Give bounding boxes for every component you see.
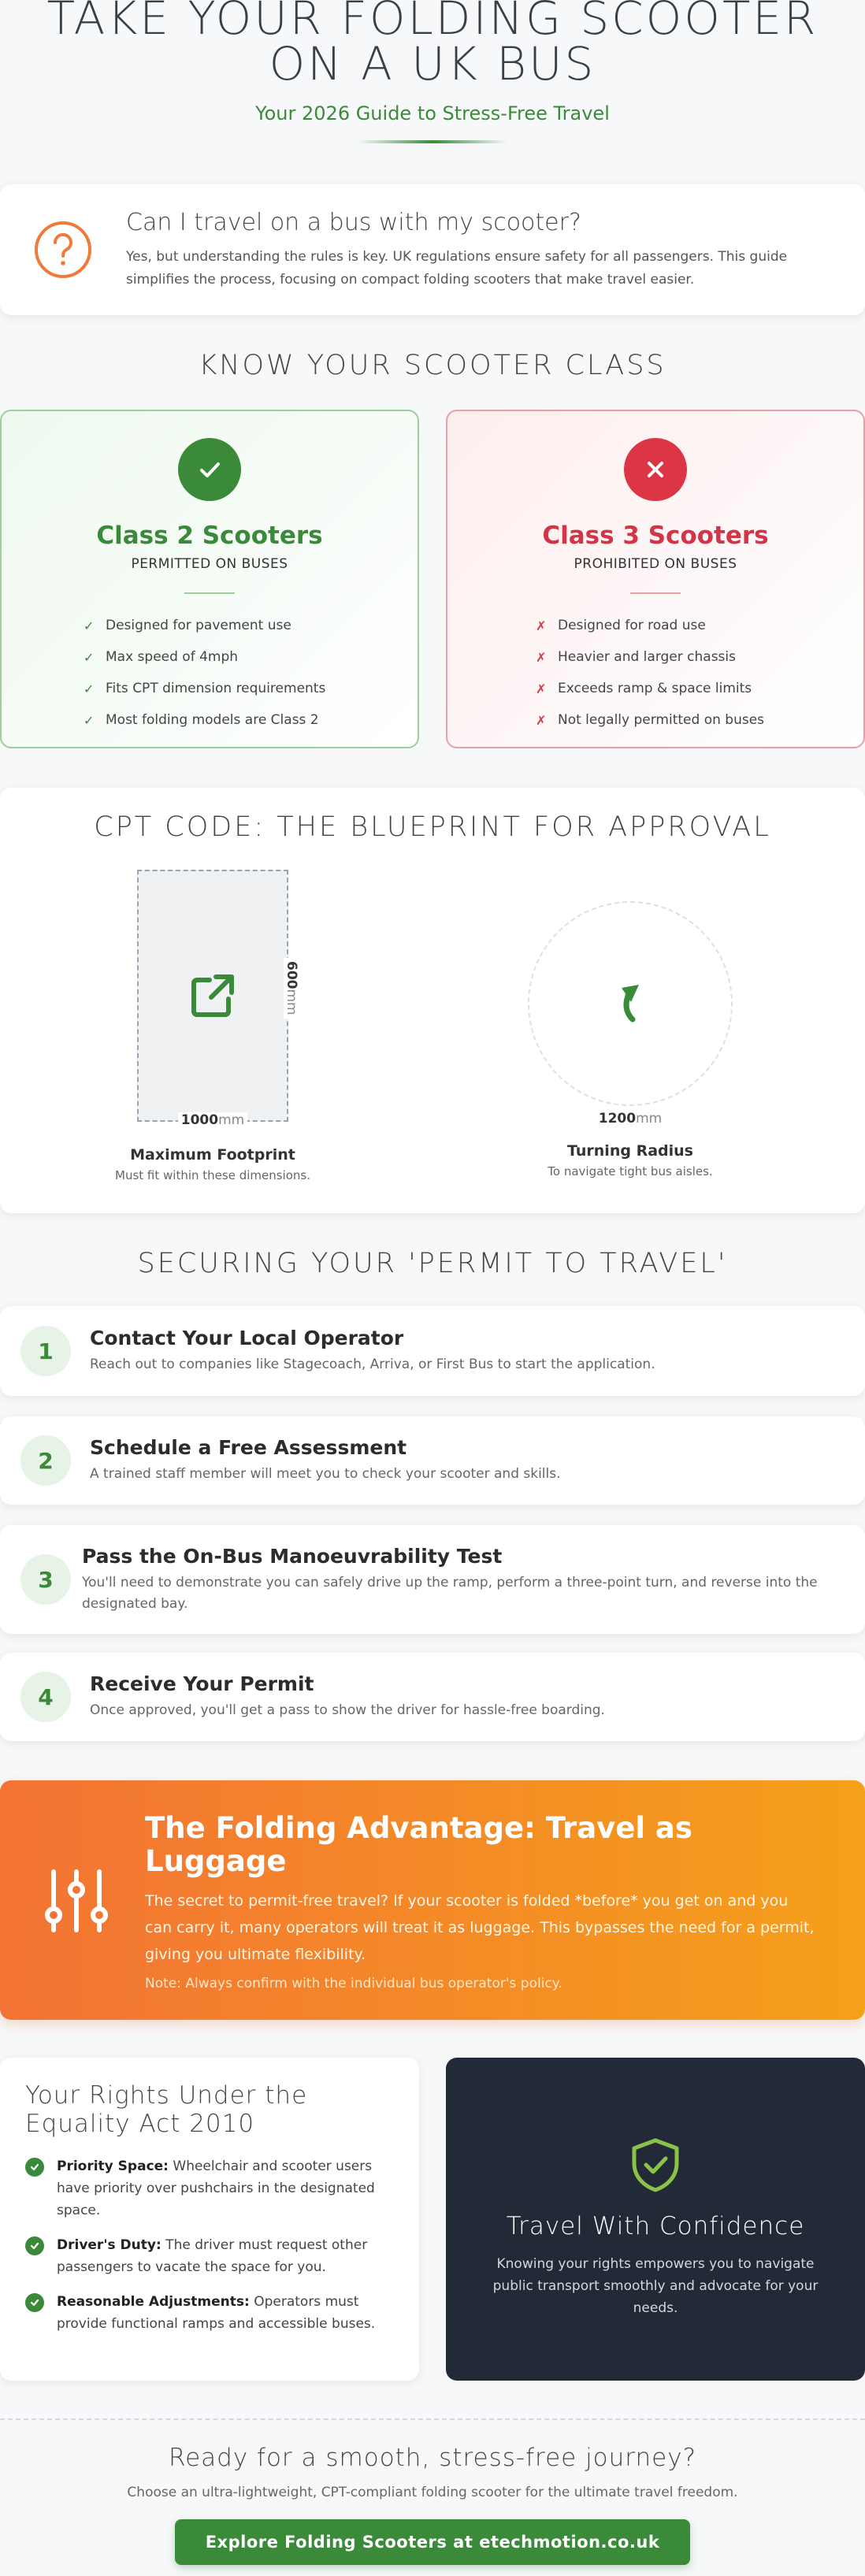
- right-label: Driver's Duty:: [57, 2237, 161, 2253]
- cpt-card: [0, 788, 865, 1213]
- rights-list: [25, 2155, 394, 2335]
- right-text: [57, 2234, 394, 2278]
- hero-title-line1: TAKE YOUR FOLDING SCOOTER: [46, 0, 819, 45]
- step-title: Schedule a Free Assessment: [90, 1436, 407, 1459]
- hero-title: [0, 0, 865, 91]
- class2-feature: Max speed of 4mph: [106, 649, 239, 665]
- list-item: [84, 673, 418, 704]
- list-item: [536, 641, 863, 673]
- cta-title: Ready for a smooth, stress-free journey?: [168, 2444, 697, 2472]
- class3-divider: [630, 592, 681, 594]
- class3-feature: Designed for road use: [558, 618, 706, 633]
- intro-title: Can I travel on a bus with my scooter?: [126, 208, 581, 236]
- check-circle-icon: [25, 2236, 44, 2255]
- step-title: Pass the On-Bus Manoeuvrability Test: [82, 1544, 503, 1568]
- right-label: Priority Space:: [57, 2158, 169, 2174]
- list-item: [25, 2155, 394, 2222]
- x-mark-icon: ✗: [536, 681, 547, 696]
- confidence-text: Knowing your rights empowers you to navigate public transport smoothly and advocate for your needs.: [492, 2256, 819, 2316]
- class2-card: [0, 410, 419, 748]
- step-text: Once approved, you'll get a pass to show the driver for hassle-free boarding.: [90, 1702, 605, 1718]
- footprint-width-label: [137, 1112, 288, 1128]
- expand-icon: [189, 972, 236, 1023]
- right-description: The driver must request other passengers to vacate the space for you.: [57, 2237, 368, 2275]
- class2-name: Class 2 Scooters: [96, 522, 323, 550]
- x-mark-icon: ✗: [536, 649, 547, 665]
- hero-subtitle: Your 2026 Guide to Stress-Free Travel: [255, 102, 610, 124]
- intro-text: Yes, but understanding the rules is key. UK regulations ensure safety for all passengers. This guide simplifies the process, focusing on compact folding scooters that make travel easier.: [126, 248, 788, 288]
- class3-feature: Exceeds ramp & space limits: [558, 681, 752, 696]
- step-card-4: [0, 1653, 865, 1741]
- footprint-unit: mm: [218, 1112, 245, 1128]
- classes-section-title: KNOW YOUR SCOOTER CLASS: [199, 350, 666, 381]
- right-description: Wheelchair and scooter users have priority over pushchairs in the designated space.: [57, 2158, 375, 2218]
- check-icon: [178, 438, 241, 501]
- cta-subtitle: Choose an ultra-lightweight, CPT-compliant folding scooter for the ultimate travel freedom.: [127, 2485, 738, 2500]
- shield-check-icon: [446, 2136, 865, 2196]
- footprint-diagram: [137, 870, 288, 1122]
- step-title: Contact Your Local Operator: [90, 1327, 404, 1349]
- footer-divider: [0, 2418, 865, 2420]
- advantage-title: The Folding Advantage: Travel as Luggage: [145, 1811, 692, 1878]
- hero-title-line2: ON A UK BUS: [269, 37, 596, 91]
- turning-caption: [512, 1142, 748, 1179]
- footprint-height-value: 600: [284, 961, 299, 989]
- class2-feature: Most folding models are Class 2: [106, 712, 319, 728]
- class3-feature: Heavier and larger chassis: [558, 649, 736, 665]
- list-item: [25, 2234, 394, 2278]
- check-circle-icon: [25, 2293, 44, 2312]
- step-card-2: [0, 1416, 865, 1505]
- footprint-text: Must fit within these dimensions.: [115, 1168, 310, 1182]
- turning-text: To navigate tight bus aisles.: [548, 1164, 713, 1179]
- step-number: 3: [20, 1554, 71, 1605]
- list-item: [536, 610, 863, 641]
- right-text: [57, 2155, 394, 2222]
- advantage-note: Note: Always confirm with the individual bus operator's policy.: [145, 1976, 562, 1991]
- step-content: [82, 1545, 845, 1615]
- step-text: You'll need to demonstrate you can safely drive up the ramp, perform a three-point turn, and reverse into the designated bay.: [82, 1574, 818, 1612]
- footprint-width-value: 1000: [180, 1112, 219, 1128]
- list-item: [536, 673, 863, 704]
- right-text: [57, 2291, 394, 2335]
- question-circle-icon: [32, 218, 95, 281]
- check-circle-icon: [25, 2158, 44, 2177]
- step-number: 2: [20, 1435, 71, 1486]
- step-text: A trained staff member will meet you to check your scooter and skills.: [90, 1466, 561, 1482]
- rights-title: Your Rights Under the Equality Act 2010: [25, 2081, 308, 2138]
- step-content: [90, 1327, 655, 1375]
- class3-status: PROHIBITED ON BUSES: [574, 556, 737, 572]
- checkmark-icon: ✓: [84, 681, 95, 696]
- step-content: [90, 1436, 561, 1485]
- right-description: Operators must provide functional ramps and accessible buses.: [57, 2294, 376, 2332]
- sliders-icon: [43, 1867, 110, 1938]
- right-label: Reasonable Adjustments:: [57, 2294, 250, 2310]
- class3-feature-list: [447, 610, 863, 736]
- class3-name: Class 3 Scooters: [542, 522, 769, 550]
- hero-divider: [358, 140, 507, 143]
- class2-status: PERMITTED ON BUSES: [131, 556, 288, 572]
- step-card-3: [0, 1525, 865, 1634]
- turning-unit: mm: [636, 1111, 663, 1127]
- advantage-text: The secret to permit-free travel? If your scooter is folded *before* you get on and you can carry it, many operators will treat it as luggage. This bypasses the need for a permit, giving you ultimate flexibility.: [145, 1892, 815, 1963]
- list-item: [84, 704, 418, 736]
- step-content: [90, 1672, 605, 1721]
- rights-card: [0, 2058, 419, 2381]
- turning-value: 1200: [598, 1111, 637, 1127]
- step-text: Reach out to companies like Stagecoach, Arriva, or First Bus to start the application.: [90, 1357, 655, 1372]
- explore-scooters-button[interactable]: Explore Folding Scooters at etechmotion.co.uk: [175, 2519, 690, 2565]
- cpt-section-title: CPT CODE: THE BLUEPRINT FOR APPROVAL: [94, 811, 771, 843]
- list-item: [84, 610, 418, 641]
- turning-radius-label: [512, 1111, 748, 1127]
- intro-content: [126, 209, 833, 291]
- list-item: [25, 2291, 394, 2335]
- checkmark-icon: ✓: [84, 649, 95, 665]
- step-number: 1: [20, 1326, 71, 1376]
- folding-advantage-banner: [0, 1780, 865, 2020]
- footprint-unit: mm: [284, 989, 299, 1015]
- class3-card: [446, 410, 865, 748]
- class2-divider: [184, 592, 235, 594]
- class2-feature: Designed for pavement use: [106, 618, 291, 633]
- hero: [0, 0, 865, 143]
- footprint-caption: [95, 1146, 331, 1182]
- step-number: 4: [20, 1672, 71, 1722]
- turning-title: Turning Radius: [567, 1142, 693, 1160]
- x-mark-icon: ✗: [536, 712, 547, 728]
- turning-radius-diagram: [528, 901, 733, 1106]
- class3-feature: Not legally permitted on buses: [558, 712, 765, 728]
- rotate-arrow-icon: [611, 980, 650, 1027]
- checkmark-icon: ✓: [84, 618, 95, 633]
- confidence-card: [446, 2058, 865, 2381]
- step-card-1: [0, 1306, 865, 1396]
- footprint-title: Maximum Footprint: [130, 1146, 295, 1164]
- step-title: Receive Your Permit: [90, 1672, 314, 1695]
- cross-icon: [624, 438, 687, 501]
- confidence-title: Travel With Confidence: [506, 2212, 805, 2240]
- intro-card: [0, 184, 865, 315]
- footprint-height-label: [284, 958, 299, 1015]
- class2-feature-list: [2, 610, 418, 736]
- list-item: [536, 704, 863, 736]
- permit-section-title: SECURING YOUR 'PERMIT TO TRAVEL': [137, 1248, 728, 1279]
- class2-feature: Fits CPT dimension requirements: [106, 681, 326, 696]
- checkmark-icon: ✓: [84, 712, 95, 728]
- x-mark-icon: ✗: [536, 618, 547, 633]
- list-item: [84, 641, 418, 673]
